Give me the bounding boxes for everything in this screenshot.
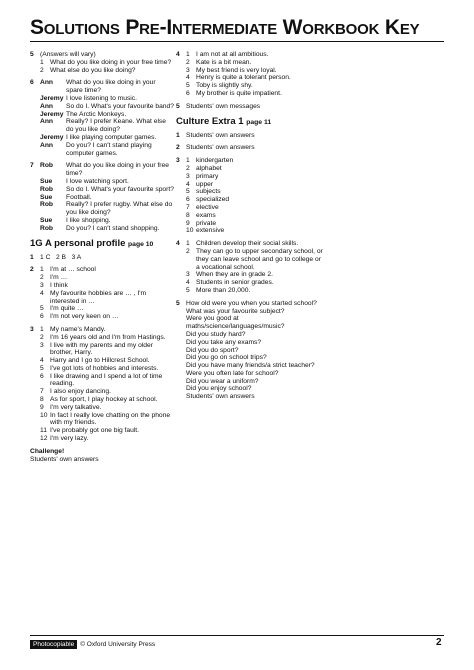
- list-item: kindergarten: [196, 157, 234, 165]
- answer-line: Students' own messages: [186, 102, 261, 110]
- list-item: I've got lots of hobbies and interests.: [50, 364, 159, 372]
- culture-exercise-2: [176, 144, 326, 152]
- list-item: alphabet: [196, 164, 222, 172]
- dialogue-line: What do you like doing in your spare time?: [66, 79, 156, 95]
- section-page: page 10: [128, 240, 154, 248]
- speaker: Rob: [40, 224, 53, 232]
- exercise-number: 4: [176, 240, 180, 248]
- section-title: 1G A personal profile: [30, 237, 126, 249]
- item-number: 3: [186, 172, 190, 180]
- speaker: Ann: [40, 79, 53, 87]
- list-item: In fact I really love chatting on the phone with my friends.: [50, 411, 171, 427]
- list-item: I'm at … school: [50, 266, 96, 274]
- exercise-4: [176, 51, 326, 98]
- list-item: specialized: [196, 196, 230, 204]
- answer-line: Students' own answers: [186, 131, 255, 139]
- exercise-number: 2: [30, 266, 34, 274]
- exercise-number: 5: [176, 102, 180, 110]
- item-number: 4: [186, 74, 190, 82]
- item-number: 1: [40, 266, 44, 274]
- challenge-heading: Challenge!: [30, 447, 65, 455]
- challenge: [30, 448, 174, 464]
- item-number: 10: [40, 411, 48, 419]
- list-item: private: [196, 219, 217, 227]
- speaker: Rob: [40, 185, 53, 193]
- item-number: 4: [186, 180, 190, 188]
- list-item: What else do you like doing?: [50, 66, 136, 74]
- exercise-number: 5: [30, 51, 34, 58]
- exercise-number: 4: [176, 51, 180, 58]
- exercise-number: 1: [30, 253, 34, 261]
- list-item: I'm not very keen on …: [50, 313, 119, 321]
- speaker: Sue: [40, 193, 53, 201]
- dialogue-line: So do I. What's your favourite sport?: [66, 185, 174, 193]
- list-item: My name's Mandy.: [50, 325, 106, 333]
- section-heading: [30, 238, 174, 250]
- item-number: 6: [186, 196, 190, 204]
- list-item: As for sport, I play hockey at school.: [50, 396, 158, 404]
- item-number: 5: [186, 82, 190, 90]
- list-item: Did you go on school trips?: [186, 354, 267, 362]
- copyright-text: © Oxford University Press: [80, 641, 156, 648]
- list-item: My favourite hobbies are … , I'm interested in …: [50, 289, 147, 305]
- list-item: I think: [50, 281, 68, 289]
- dialogue-line: I like shopping.: [66, 216, 111, 224]
- list-item: I'm very talkative.: [50, 403, 102, 411]
- item-number: 2: [40, 66, 44, 74]
- speaker: Ann: [40, 141, 53, 149]
- dialogue-line: What do you like doing in your free time?: [66, 162, 169, 178]
- exercise-5: [176, 103, 326, 111]
- item-number: 7: [40, 388, 44, 396]
- culture-exercise-1: [176, 132, 326, 140]
- item-number: 3: [186, 66, 190, 74]
- list-item: Did you wear a uniform?: [186, 377, 259, 385]
- item-number: 2: [186, 164, 190, 172]
- list-item: Students in senior grades.: [196, 279, 274, 287]
- item-number: 6: [40, 372, 44, 380]
- section-heading: [176, 116, 326, 128]
- page-number: 2: [436, 637, 442, 648]
- speaker: Rob: [40, 162, 53, 170]
- item-number: 11: [40, 427, 47, 435]
- list-item: Toby is slightly shy.: [196, 82, 253, 90]
- culture-exercise-5: [176, 300, 326, 401]
- list-item: elective: [196, 203, 219, 211]
- list-item: primary: [196, 172, 219, 180]
- exercise-1: [30, 254, 174, 262]
- item-number: 8: [40, 396, 44, 404]
- speaker: Ann: [40, 118, 53, 126]
- list-item: Harry and I go to Hillcrest School.: [50, 357, 150, 365]
- list-item: I am not at all ambitious.: [196, 51, 269, 58]
- exercise-6: [30, 79, 174, 157]
- exercise-number: 2: [176, 144, 180, 152]
- dialogue-line: I like playing computer games.: [66, 133, 157, 141]
- dialogue-line: Football.: [66, 193, 92, 201]
- list-item: When they are in grade 2.: [196, 271, 273, 279]
- dialogue-line: The Arctic Monkeys.: [66, 110, 127, 118]
- section-page: page 11: [246, 118, 272, 126]
- exercise-number: 3: [176, 157, 180, 165]
- item-number: 1: [186, 51, 190, 58]
- list-item: My best friend is very loyal.: [196, 66, 277, 74]
- list-item: What do you like doing in your free time?: [50, 58, 172, 66]
- item-number: 2: [186, 58, 190, 66]
- exercise-2: [30, 266, 174, 321]
- speaker: Jeremy: [40, 133, 64, 141]
- culture-exercise-3: [176, 157, 326, 235]
- item-number: 9: [186, 219, 190, 227]
- dialogue-line: I love listening to music.: [66, 94, 137, 102]
- list-item: upper: [196, 180, 214, 188]
- left-column: [30, 51, 174, 468]
- item-number: 1: [40, 325, 44, 333]
- list-item: My brother is quite impatient.: [196, 89, 282, 97]
- item-number: 1: [40, 58, 44, 66]
- list-item: Did you take any exams?: [186, 338, 262, 346]
- item-number: 2: [186, 247, 190, 255]
- dialogue-line: I love watching sport.: [66, 177, 129, 185]
- list-item: subjects: [196, 188, 221, 196]
- list-item: I've probably got one big fault.: [50, 427, 140, 435]
- dialogue-line: Do you? I can't stand playing computer games.: [66, 141, 152, 157]
- item-number: 3: [40, 341, 44, 349]
- item-number: 2: [40, 333, 44, 341]
- exercise-7: [30, 162, 174, 232]
- list-item: exams: [196, 211, 216, 219]
- note: (Answers will vary): [40, 51, 96, 58]
- list-item: Did you have many friends/a strict teacher?: [186, 362, 315, 370]
- exercise-3: [30, 326, 174, 443]
- list-item: Were you often late for school?: [186, 369, 279, 377]
- item-number: 5: [186, 188, 190, 196]
- list-item: Children develop their social skills.: [196, 240, 299, 248]
- section-title: Culture Extra 1: [176, 115, 244, 127]
- list-item: More than 20,000.: [196, 286, 251, 294]
- right-column: [176, 51, 326, 406]
- answer-line: Students' own answers: [186, 144, 255, 152]
- speaker: Rob: [40, 201, 53, 209]
- list-item: Did you study hard?: [186, 330, 246, 338]
- speaker: Jeremy: [40, 110, 64, 118]
- item-number: 10: [186, 227, 194, 235]
- exercise-number: 1: [176, 131, 180, 139]
- item-number: 9: [40, 403, 44, 411]
- exercise-number: 5: [176, 299, 180, 307]
- speaker: Sue: [40, 216, 53, 224]
- item-number: 8: [186, 211, 190, 219]
- item-number: 12: [40, 435, 48, 443]
- exercise-5: [30, 51, 174, 74]
- item-number: 2: [40, 274, 44, 282]
- item-number: 5: [40, 305, 44, 313]
- list-item: Henry is quite a tolerant person.: [196, 74, 291, 82]
- list-item: I'm …: [50, 274, 68, 282]
- list-item: Kate is a bit mean.: [196, 58, 252, 66]
- speaker: Jeremy: [40, 94, 64, 102]
- exercise-number: 6: [30, 79, 34, 87]
- list-item: Did you enjoy school?: [186, 385, 252, 393]
- photocopiable-badge: Photocopiable: [30, 640, 77, 649]
- list-item: extensive: [196, 227, 225, 235]
- dialogue-line: So do I. What's your favourite band?: [66, 102, 174, 110]
- list-item: I also enjoy dancing.: [50, 388, 111, 396]
- item-number: 3: [186, 271, 190, 279]
- list-item: Students' own answers: [186, 393, 255, 401]
- title-divider: [30, 41, 444, 42]
- dialogue-line: Really? I prefer Keane. What else do you like doing?: [66, 118, 166, 134]
- list-item: How old were you when you started school?: [186, 299, 317, 307]
- item-number: 6: [40, 313, 44, 321]
- culture-exercise-4: [176, 240, 326, 295]
- answer-line: 1 C 2 B 3 A: [40, 253, 82, 261]
- list-item: I'm quite …: [50, 305, 84, 313]
- list-item: I'm 16 years old and I'm from Hastings.: [50, 333, 166, 341]
- item-number: 5: [186, 286, 190, 294]
- footer-divider: [30, 635, 444, 636]
- list-item: They can go to upper secondary school, or they can leave school and go to college or a vocational school.: [196, 247, 323, 271]
- item-number: 4: [40, 357, 44, 365]
- dialogue-line: Do you? I can't stand shopping.: [66, 224, 160, 232]
- item-number: 4: [186, 279, 190, 287]
- list-item: I like drawing and I spend a lot of time reading.: [50, 372, 163, 388]
- page-title: Solutions Pre-Intermediate Workbook Key: [30, 16, 420, 39]
- footer: [30, 640, 155, 649]
- list-item: Did you do sport?: [186, 346, 239, 354]
- speaker: Ann: [40, 102, 53, 110]
- dialogue-line: Really? I prefer rugby. What else do you like doing?: [66, 201, 173, 217]
- item-number: 5: [40, 364, 44, 372]
- list-item: I'm very lazy.: [50, 435, 89, 443]
- list-item: What was your favourite subject?: [186, 307, 285, 315]
- item-number: 4: [40, 289, 44, 297]
- item-number: 6: [186, 89, 190, 97]
- challenge-answer: Students' own answers: [30, 455, 99, 463]
- item-number: 3: [40, 281, 44, 289]
- exercise-number: 3: [30, 325, 34, 333]
- speaker: Sue: [40, 177, 53, 185]
- list-item: Were you good at maths/science/languages/music?: [186, 315, 285, 331]
- exercise-number: 7: [30, 162, 34, 170]
- item-number: 1: [186, 240, 190, 248]
- list-item: I live with my parents and my older brother, Harry.: [50, 341, 153, 357]
- item-number: 7: [186, 203, 190, 211]
- item-number: 1: [186, 157, 190, 165]
